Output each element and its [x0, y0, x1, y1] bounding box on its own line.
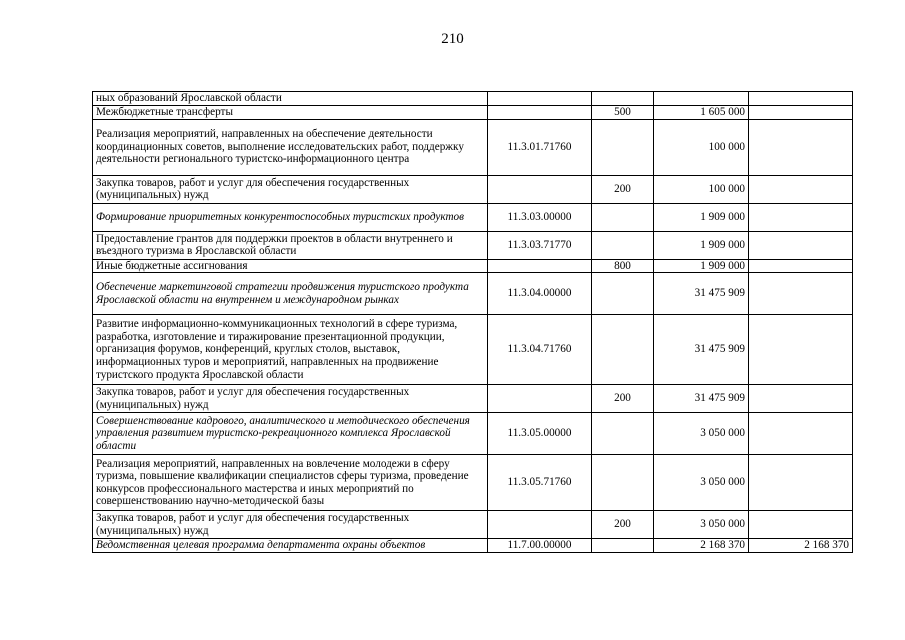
row-expense-type-cell [592, 203, 654, 231]
row-amount-cell: 1 909 000 [654, 231, 749, 259]
row-expense-type-cell [592, 119, 654, 175]
row-amount-cell: 3 050 000 [654, 455, 749, 511]
row-extra-amount-cell [749, 315, 853, 385]
row-amount-cell: 1 909 000 [654, 203, 749, 231]
table-row [93, 273, 853, 315]
row-amount-cell: 3 050 000 [654, 511, 749, 539]
row-expense-type-cell [592, 231, 654, 259]
budget-table [92, 91, 853, 553]
row-name-cell: Межбюджетные трансферты [93, 105, 488, 119]
row-expense-type-cell [592, 315, 654, 385]
row-expense-type-cell [592, 455, 654, 511]
table-row [93, 511, 853, 539]
row-name-cell: Иные бюджетные ассигнования [93, 259, 488, 273]
table-row [93, 455, 853, 511]
row-name-cell: Закупка товаров, работ и услуг для обеспечения государственных (муниципальных) нужд [93, 385, 488, 413]
row-amount-cell: 100 000 [654, 119, 749, 175]
page-number: 210 [441, 31, 464, 47]
row-extra-amount-cell [749, 119, 853, 175]
table-row [93, 119, 853, 175]
row-amount-cell [654, 92, 749, 106]
row-amount-cell: 1 909 000 [654, 259, 749, 273]
row-extra-amount-cell [749, 273, 853, 315]
row-expense-type-cell: 200 [592, 175, 654, 203]
row-amount-cell: 31 475 909 [654, 385, 749, 413]
table-row [93, 385, 853, 413]
table-row [93, 539, 853, 553]
row-extra-amount-cell [749, 413, 853, 455]
row-expense-type-cell: 200 [592, 385, 654, 413]
row-extra-amount-cell [749, 92, 853, 106]
row-code-cell [488, 175, 592, 203]
row-code-cell: 11.3.05.71760 [488, 455, 592, 511]
budget-table-body [93, 92, 853, 553]
row-code-cell [488, 385, 592, 413]
row-amount-cell: 3 050 000 [654, 413, 749, 455]
row-extra-amount-cell [749, 231, 853, 259]
row-code-cell [488, 259, 592, 273]
row-extra-amount-cell [749, 455, 853, 511]
row-expense-type-cell [592, 92, 654, 106]
table-row [93, 315, 853, 385]
row-amount-cell: 31 475 909 [654, 273, 749, 315]
row-amount-cell: 1 605 000 [654, 105, 749, 119]
row-extra-amount-cell: 2 168 370 [749, 539, 853, 553]
row-extra-amount-cell [749, 259, 853, 273]
row-extra-amount-cell [749, 203, 853, 231]
row-name-cell: Формирование приоритетных конкурентоспособных туристских продуктов [93, 203, 488, 231]
row-extra-amount-cell [749, 105, 853, 119]
row-code-cell [488, 92, 592, 106]
row-code-cell: 11.3.03.00000 [488, 203, 592, 231]
row-name-cell: Развитие информационно-коммуникационных технологий в сфере туризма, разработка, изготовление и тиражирование презентационной продукции, организация форумов, конференций, круглых столов, выставок, информационных туров и мероприятий, направленных на продвижение туристского продукта Ярославской области [93, 315, 488, 385]
row-name-cell: Реализация мероприятий, направленных на обеспечение деятельности координационных советов, выполнение исследовательских работ, поддержку деятельности регионального туристско-информационного центра [93, 119, 488, 175]
row-extra-amount-cell [749, 511, 853, 539]
row-amount-cell: 2 168 370 [654, 539, 749, 553]
table-row [93, 203, 853, 231]
row-name-cell: Закупка товаров, работ и услуг для обеспечения государственных (муниципальных) нужд [93, 511, 488, 539]
table-row [93, 231, 853, 259]
table-row [93, 105, 853, 119]
row-code-cell: 11.7.00.00000 [488, 539, 592, 553]
row-code-cell [488, 105, 592, 119]
row-name-cell: Закупка товаров, работ и услуг для обеспечения государственных (муниципальных) нужд [93, 175, 488, 203]
row-expense-type-cell: 800 [592, 259, 654, 273]
row-code-cell: 11.3.04.00000 [488, 273, 592, 315]
row-name-cell: Предоставление грантов для поддержки проектов в области внутреннего и въездного туризма в Ярославской области [93, 231, 488, 259]
table-row [93, 413, 853, 455]
row-amount-cell: 100 000 [654, 175, 749, 203]
table-row [93, 175, 853, 203]
row-expense-type-cell [592, 273, 654, 315]
row-code-cell [488, 511, 592, 539]
row-expense-type-cell: 200 [592, 511, 654, 539]
row-name-cell: Совершенствование кадрового, аналитического и методического обеспечения управления развитием туристско-рекреационного комплекса Ярославской области [93, 413, 488, 455]
row-expense-type-cell [592, 413, 654, 455]
row-extra-amount-cell [749, 385, 853, 413]
row-name-cell: ных образований Ярославской области [93, 92, 488, 106]
row-code-cell: 11.3.04.71760 [488, 315, 592, 385]
table-row [93, 92, 853, 106]
row-expense-type-cell: 500 [592, 105, 654, 119]
row-expense-type-cell [592, 539, 654, 553]
row-amount-cell: 31 475 909 [654, 315, 749, 385]
row-code-cell: 11.3.05.00000 [488, 413, 592, 455]
row-name-cell: Реализация мероприятий, направленных на вовлечение молодежи в сферу туризма, повышение квалификации специалистов сферы туризма, проведение конкурсов профессионального мастерства и иных мероприятий по совершенствованию научно-методической базы [93, 455, 488, 511]
row-code-cell: 11.3.01.71760 [488, 119, 592, 175]
row-extra-amount-cell [749, 175, 853, 203]
table-row [93, 259, 853, 273]
row-code-cell: 11.3.03.71770 [488, 231, 592, 259]
row-name-cell: Обеспечение маркетинговой стратегии продвижения туристского продукта Ярославской области на внутреннем и международном рынках [93, 273, 488, 315]
row-name-cell: Ведомственная целевая программа департамента охраны объектов [93, 539, 488, 553]
